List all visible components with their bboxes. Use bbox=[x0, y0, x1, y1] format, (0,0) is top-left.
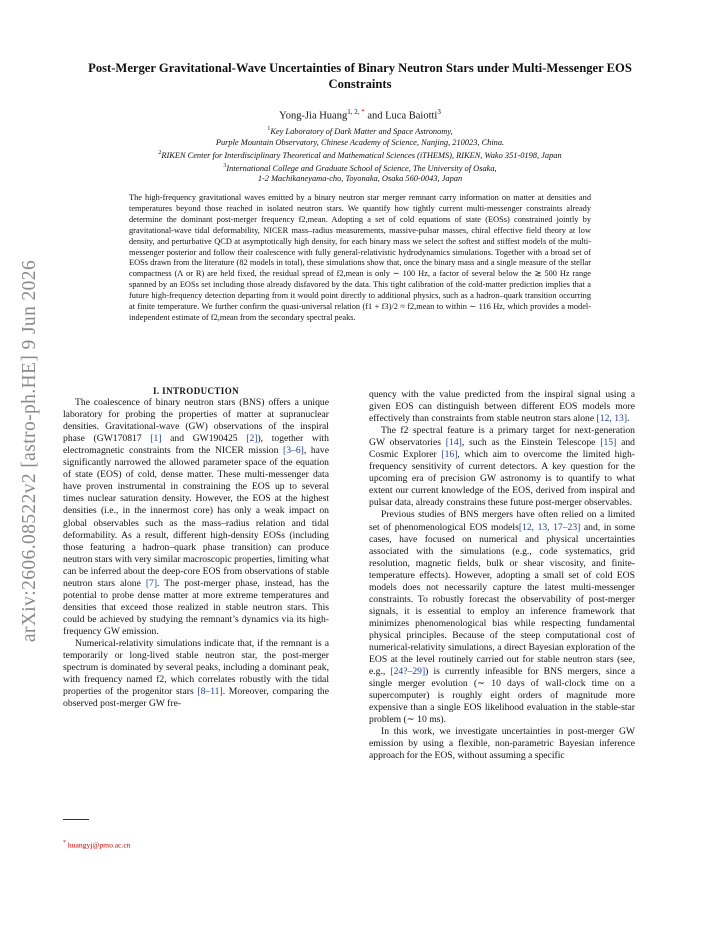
affiliation-line bbox=[70, 161, 650, 174]
citation-link[interactable]: [12, 13] bbox=[596, 413, 628, 425]
citation-link[interactable]: [8–11] bbox=[197, 686, 223, 698]
footnote-marker: * bbox=[63, 840, 66, 846]
author-separator: and bbox=[364, 110, 386, 122]
arxiv-sidebar-stamp bbox=[0, 0, 50, 932]
author-affiliation-marker: 3 bbox=[437, 108, 441, 116]
citation-link[interactable]: [15] bbox=[600, 437, 617, 449]
affiliation-number: 3 bbox=[223, 162, 227, 169]
affiliation-text: Key Laboratory of Dark Matter and Space Astronomy, bbox=[270, 126, 453, 136]
paper-title: Post-Merger Gravitational-Wave Uncertainties of Binary Neutron Stars under Multi-Messenger EOS Constraints bbox=[88, 61, 632, 91]
citation-link[interactable]: [16] bbox=[441, 449, 458, 461]
paragraph: In this work, we investigate uncertainties in post-merger GW emission by using a flexible, non-parametric Bayesian inference approach for the EOS, without assuming a specific bbox=[369, 726, 635, 762]
right-column bbox=[369, 389, 635, 762]
affiliation-text: RIKEN Center for Interdisciplinary Theoretical and Mathematical Sciences (iTHEMS), RIKEN, Wako 351-0198, Japan bbox=[161, 150, 562, 160]
affiliation-number: 1 bbox=[267, 126, 271, 132]
affiliation-line bbox=[70, 124, 650, 137]
email-link[interactable]: huangyj@pmo.ac.cn bbox=[67, 840, 131, 850]
affiliation-line: Purple Mountain Observatory, Chinese Academy of Science, Nanjing, 210023, China. bbox=[215, 137, 505, 147]
arxiv-identifier: arXiv:2606.08522v2 [astro-ph.HE] 9 Jun 2026 bbox=[19, 259, 40, 643]
affiliations bbox=[70, 124, 650, 184]
affiliation-line bbox=[70, 148, 650, 161]
paragraph: The coalescence of binary neutron stars (BNS) offers a unique laboratory for probing the properties of matter at supranuclear densities. Gravitational-wave (GW) observations of the inspiral phase (GW170817 [1] and GW190425 [2]), together with electromagnetic constraints from the NICER mission [3–6], have significantly narrowed the allowed parameter space of the equation of state (EOS) of cold, dense matter. These multi-messenger data have proven instrumental in constraining the EOS up to several times nuclear saturation density. However, the EOS at the highest densities (i.e., in the innermost core) has only a weak impact on global observables such as the mass–radius relation and tidal deformability. As a result, different high-density EOSs (including those featuring a hadron–quark phase transition) can produce neutron stars with very similar macroscopic properties, limiting what can be inferred about the deep-core EOS from observations of stable neutron stars alone [7]. The post-merger phase, instead, has the potential to probe dense matter at more extreme temperatures and densities that exceed those realized in stable neutron stars. This could be achieved by studying the remnant’s dynamics via its high-frequency GW emission. bbox=[63, 397, 330, 637]
author-name: Luca Baiotti bbox=[385, 110, 438, 122]
citation-link[interactable]: [14] bbox=[445, 437, 462, 449]
footnote-rule bbox=[63, 819, 89, 820]
left-column bbox=[63, 385, 329, 710]
citation-link[interactable]: [2] bbox=[246, 433, 258, 445]
citation-link[interactable]: [7] bbox=[145, 577, 158, 589]
paragraph: quency with the value predicted from the inspiral signal using a given EOS can distinguish between different EOS models more effectively than constraints from stable neutron stars alone [12, 13]. bbox=[369, 389, 635, 425]
citation-link[interactable]: [1] bbox=[150, 433, 162, 445]
paragraph: The f2 spectral feature is a primary target for next-generation GW observatories [14], such as the Einstein Telescope [15] and Cosmic Explorer [16], which aim to overcome the limited high-frequency sensitivity of current detectors. A key question for the upcoming era of precision GW astronomy is to quantify to what extent our current knowledge of the EOS, derived from inspiral and pulsar data, already constrains these future post-merger observables. bbox=[369, 425, 635, 509]
section-heading: I. INTRODUCTION bbox=[152, 386, 239, 396]
author-name: Yong-Jia Huang bbox=[279, 110, 348, 122]
paragraph: Previous studies of BNS mergers have often relied on a limited set of phenomenological EOS models[12, 13, 17–23] and, in some cases, have focused on numerical and physical uncertainties associated with the simulations (e.g., code systematics, grid resolution, magnetic fields, bulk or shear viscosity, and finite-temperature effects). However, adopting a small set of cold EOS models does not necessarily capture the latest multi-messenger constraints. To robustly forecast the observability of post-merger signals, it is essential to employ an inference framework that minimizes phenomenological bias while respecting fundamental physical principles. Because of the steep computational cost of numerical-relativity simulations, a direct Bayesian exploration of the EOS at the level routinely carried out for stable neutron stars (see, e.g., [24?–29]) is currently infeasible for BNS mergers, since a single merger evolution (∼ 10 days of wall-clock time on a supercomputer) is roughly eight orders of magnitude more expensive than a single EOS likelihood evaluation in the stable-star problem (∼ 10 ms). bbox=[369, 509, 635, 726]
affiliation-line: 1-2 Machikaneyama-cho, Toyonaka, Osaka 560-0043, Japan bbox=[257, 174, 463, 184]
paragraph: Numerical-relativity simulations indicate that, if the remnant is a temporarily or long-lived stable neutron star, the post-merger spectrum is dominated by several peaks, including a dominant peak, with frequency named f2, which correlates robustly with the tidal properties of the progenitor stars [8–11]. Moreover, comparing the observed post-merger GW fre- bbox=[63, 637, 330, 710]
corresponding-author-marker: * bbox=[361, 108, 365, 116]
citation-link[interactable]: [24?–29] bbox=[390, 666, 426, 678]
footnote bbox=[63, 840, 131, 850]
abstract: The high-frequency gravitational waves emitted by a binary neutron star merger remnant carry information on matter at densities and temperatures beyond those reached in isolated neutron stars. We quantify how tightly current multi-messenger constraints already determine the dominant post-merger frequency f2,mean. Adopting a set of cold equations of state (EOSs) constrained jointly by gravitational-wave tidal deformability, NICER mass–radius measurements, massive-pulsar masses, chiral effective field theory at low density, and perturbative QCD at asymptotically high density, for each binary mass we select the softest and stiffest models of the multi-messenger posterior and follow their coalescence with fully general-relativistic hydrodynamics simulations. Together with a broad set of EOSs drawn from the literature (82 models in total), these simulations show that, once the binary mass and a single measure of the stellar compactness (Λ or R) are held fixed, the residual spread of f2,mean is only ∼ 100 Hz, a factor of several below the ≳ 500 Hz range spanned by an EOSs set including those already disfavored by the data. This tight calibration of the cold-matter prediction implies that a future high-frequency detection departing from it would point directly to additional physics, such as a hadron–quark transition occurring at finite temperature. We further confirm the quasi-universal relation (f1 + f3)/2 ≈ f2,mean to within ∼ 116 Hz, which provides a model-independent estimate of f2,mean from the secondary spectral peaks. bbox=[129, 193, 591, 322]
citation-link[interactable]: [3–6] bbox=[282, 445, 304, 457]
affiliation-number: 2 bbox=[158, 149, 162, 156]
affiliation-text: International College and Graduate School of Science, The University of Osaka, bbox=[226, 163, 497, 173]
citation-link[interactable]: [12, 13, 17–23] bbox=[518, 521, 581, 533]
author-list bbox=[70, 108, 650, 122]
author-affiliation-marker: 1, 2, bbox=[347, 108, 362, 116]
